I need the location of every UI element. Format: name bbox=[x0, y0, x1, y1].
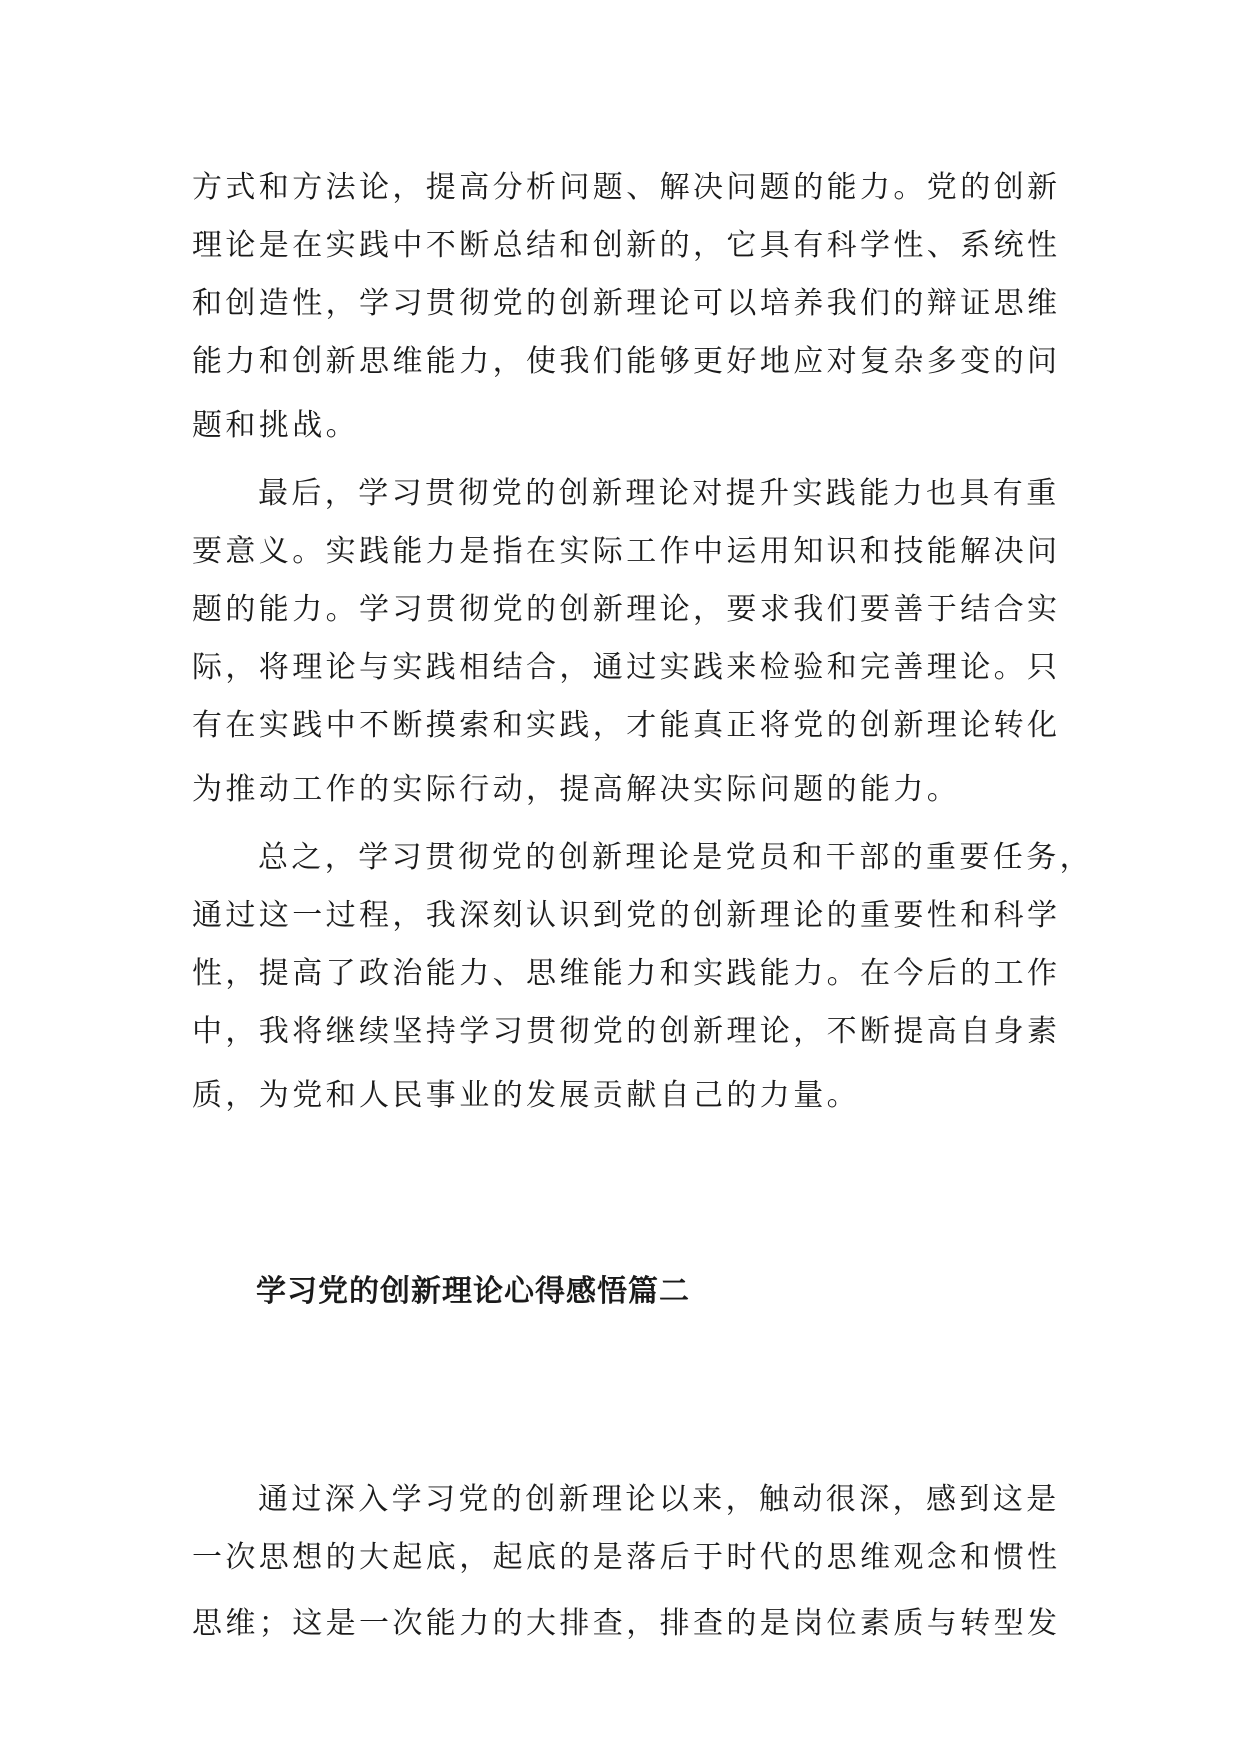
text-line: 一次思想的大起底，起底的是落后于时代的思维观念和惯性 bbox=[192, 1540, 1061, 1575]
text-line: 和创造性，学习贯彻党的创新理论可以培养我们的辩证思维 bbox=[192, 286, 1061, 321]
text-line: 性，提高了政治能力、思维能力和实践能力。在今后的工作 bbox=[192, 956, 1061, 991]
text-line: 通过这一过程，我深刻认识到党的创新理论的重要性和科学 bbox=[192, 898, 1061, 933]
text-line: 题和挑战。 bbox=[192, 408, 359, 443]
text-line: 质，为党和人民事业的发展贡献自己的力量。 bbox=[192, 1078, 860, 1113]
text-line: 总之，学习贯彻党的创新理论是党员和干部的重要任务， bbox=[258, 840, 1093, 875]
text-line: 题的能力。学习贯彻党的创新理论，要求我们要善于结合实 bbox=[192, 592, 1061, 627]
section-heading: 学习党的创新理论心得感悟篇二 bbox=[256, 1274, 690, 1309]
text-line: 际，将理论与实践相结合，通过实践来检验和完善理论。只 bbox=[192, 650, 1061, 685]
text-line: 思维；这是一次能力的大排查，排查的是岗位素质与转型发 bbox=[192, 1606, 1061, 1641]
text-line: 最后，学习贯彻党的创新理论对提升实践能力也具有重 bbox=[258, 476, 1060, 511]
text-line: 为推动工作的实际行动，提高解决实际问题的能力。 bbox=[192, 772, 961, 807]
text-line: 有在实践中不断摸索和实践，才能真正将党的创新理论转化 bbox=[192, 708, 1061, 743]
text-line: 要意义。实践能力是指在实际工作中运用知识和技能解决问 bbox=[192, 534, 1061, 569]
text-line: 方式和方法论，提高分析问题、解决问题的能力。党的创新 bbox=[192, 170, 1061, 205]
text-line: 通过深入学习党的创新理论以来，触动很深，感到这是 bbox=[258, 1482, 1060, 1517]
text-line: 理论是在实践中不断总结和创新的，它具有科学性、系统性 bbox=[192, 228, 1061, 263]
text-line: 中，我将继续坚持学习贯彻党的创新理论，不断提高自身素 bbox=[192, 1014, 1061, 1049]
text-line: 能力和创新思维能力，使我们能够更好地应对复杂多变的问 bbox=[192, 344, 1061, 379]
